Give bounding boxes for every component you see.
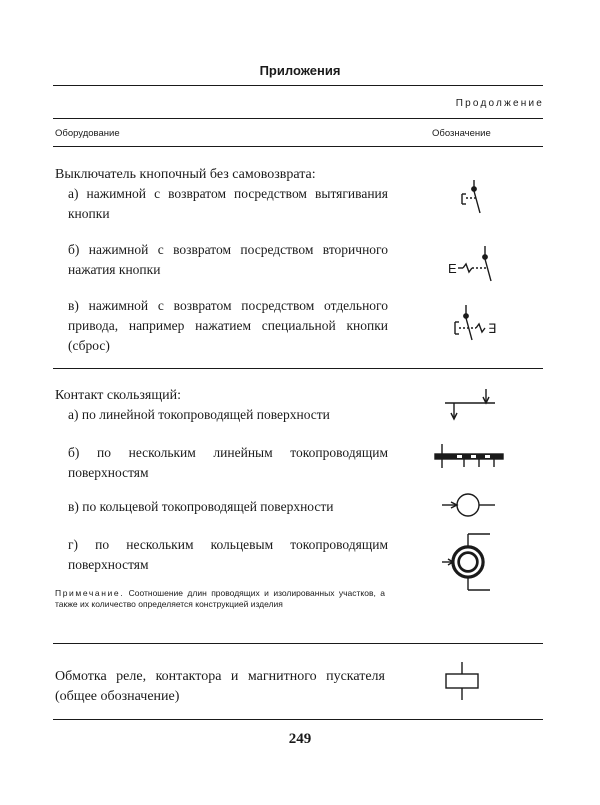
svg-text:E: E	[448, 261, 457, 276]
divider	[53, 719, 543, 720]
divider	[53, 118, 543, 119]
list-item: а) по линейной токопроводящей поверхности	[68, 407, 330, 422]
divider	[53, 368, 543, 369]
button-switch-second-press-return-icon	[445, 243, 505, 288]
divider	[53, 146, 543, 147]
page-title: Приложения	[259, 63, 341, 78]
list-item: в) по кольцевой токопроводящей поверхности	[68, 499, 334, 514]
sliding-contact-ring-icon	[440, 488, 500, 522]
column-header-equipment: Оборудование	[55, 128, 120, 139]
relay-coil-icon	[440, 660, 490, 704]
svg-text:∃: ∃	[488, 321, 497, 336]
list-item: а) нажимной с возвратом посредством вытягивания кнопки	[68, 186, 388, 221]
button-switch-reset-return-icon	[440, 302, 505, 347]
list-item: б) нажимной с возвратом посредством вторичного нажатия кнопки	[68, 242, 388, 277]
list-item: Обмотка реле, контактора и магнитного пускателя (общее обозначение)	[55, 669, 385, 704]
section-heading-sliding-contact: Контакт скользящий:	[55, 388, 181, 403]
note	[55, 588, 385, 610]
continuation-label: Продолжение	[455, 98, 544, 109]
note-text: Соотношение длин проводящих и изолированных участков, а также их количество определяется конструкцией изделия	[55, 588, 385, 609]
sliding-contact-multi-linear-icon	[433, 438, 505, 474]
list-item: г) по нескольким кольцевым токопроводящим поверхностям	[68, 537, 388, 572]
column-header-designation: Обозначение	[432, 128, 491, 139]
section-heading-button-switch: Выключатель кнопочный без самовозврата:	[55, 167, 316, 182]
button-switch-pull-return-icon	[450, 177, 500, 222]
sliding-contact-multi-ring-icon	[440, 528, 500, 596]
divider	[53, 643, 543, 644]
divider	[53, 85, 543, 86]
list-item: в) нажимной с возвратом посредством отдельного привода, например нажатием специальной кнопки (сброс)	[68, 298, 388, 353]
sliding-contact-linear-icon	[440, 385, 500, 425]
note-label: Примечание.	[55, 588, 125, 598]
page-number: 249	[288, 731, 312, 747]
list-item: б) по нескольким линейным токопроводящим поверхностям	[68, 445, 388, 480]
